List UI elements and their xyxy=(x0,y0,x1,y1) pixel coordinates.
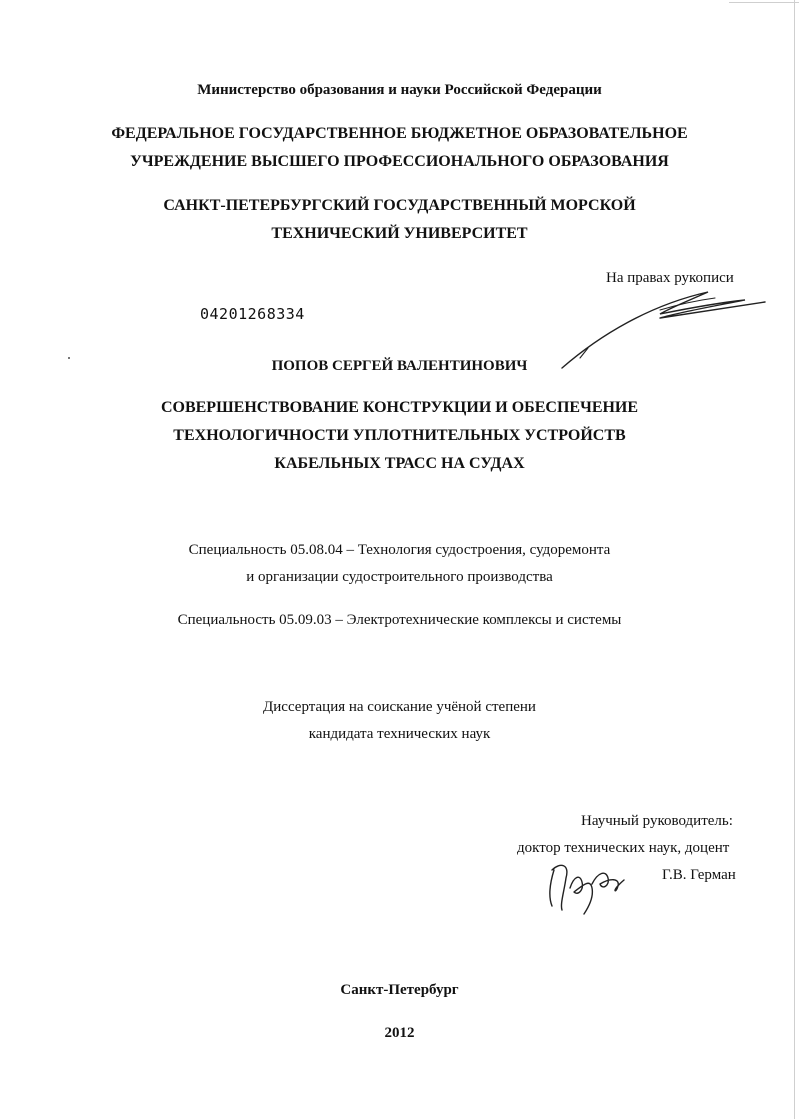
city: Санкт-Петербург xyxy=(340,982,459,998)
degree-line-1: Диссертация на соискание учёной степени xyxy=(263,699,536,715)
supervisor-signature xyxy=(540,848,640,918)
registration-number: 04201268334 xyxy=(200,305,305,323)
degree-line-2: кандидата технических наук xyxy=(308,726,491,742)
thesis-title-line-3: КАБЕЛЬНЫХ ТРАСС НА СУДАХ xyxy=(274,455,525,472)
supervisor-name: Г.В. Герман xyxy=(662,867,736,883)
year: 2012 xyxy=(384,1025,415,1041)
author-name: ПОПОВ СЕРГЕЙ ВАЛЕНТИНОВИЧ xyxy=(271,358,528,374)
supervisor-label: Научный руководитель: xyxy=(581,813,733,829)
thesis-title-line-2: ТЕХНОЛОГИЧНОСТИ УПЛОТНИТЕЛЬНЫХ УСТРОЙСТВ xyxy=(173,427,626,444)
specialty-2: Специальность 05.09.03 – Электротехнические комплексы и системы xyxy=(177,612,622,628)
manuscript-note: На правах рукописи xyxy=(606,270,734,286)
ministry-heading: Министерство образования и науки Российской Федерации xyxy=(197,82,602,98)
university-line-2: ТЕХНИЧЕСКИЙ УНИВЕРСИТЕТ xyxy=(271,225,528,242)
specialty-1-line-1: Специальность 05.08.04 – Технология судостроения, судоремонта xyxy=(188,542,611,558)
institution-line-1: ФЕДЕРАЛЬНОЕ ГОСУДАРСТВЕННОЕ БЮДЖЕТНОЕ ОБРАЗОВАТЕЛЬНОЕ xyxy=(111,125,688,142)
thesis-title-line-1: СОВЕРШЕНСТВОВАНИЕ КОНСТРУКЦИИ И ОБЕСПЕЧЕНИЕ xyxy=(160,399,639,416)
specialty-1-line-2: и организации судостроительного производства xyxy=(246,569,553,585)
university-line-1: САНКТ-ПЕТЕРБУРГСКИЙ ГОСУДАРСТВЕННЫЙ МОРСКОЙ xyxy=(163,197,636,214)
scan-edge-top xyxy=(729,2,799,3)
supervisor-title: доктор технических наук, доцент xyxy=(517,840,730,856)
institution-line-2: УЧРЕЖДЕНИЕ ВЫСШЕГО ПРОФЕССИОНАЛЬНОГО ОБРАЗОВАНИЯ xyxy=(130,153,669,170)
